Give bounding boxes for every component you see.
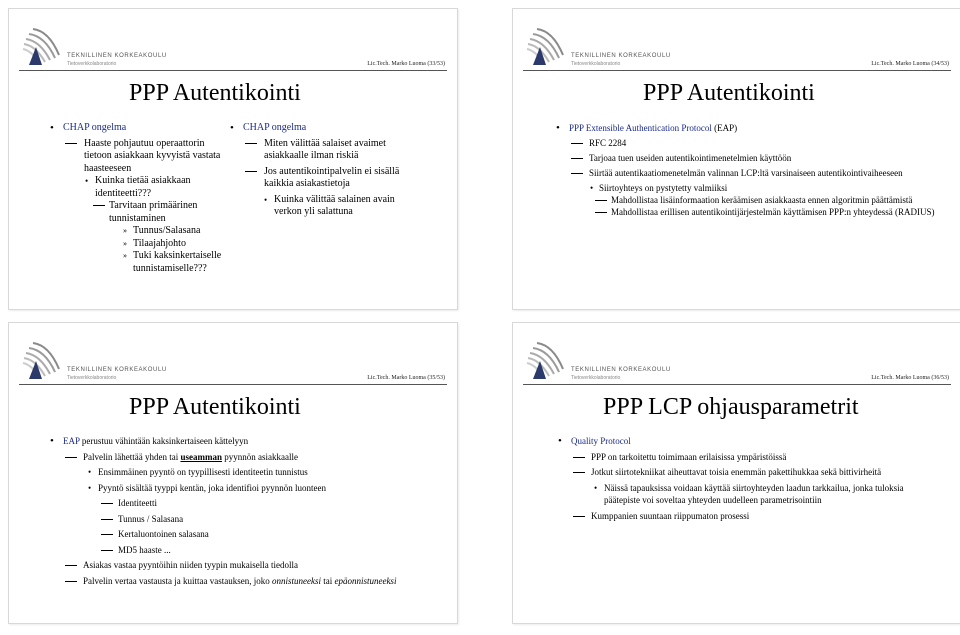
list-item <box>47 138 225 176</box>
list-item <box>47 575 452 588</box>
item-text: Tunnus/Salasana <box>133 225 201 236</box>
university-logo <box>19 339 169 384</box>
item-text: Näissä tapauksissa voidaan käyttää siirtoyhteyden laadun tarkkailua, jonka tuloksia päätepiste voi soveltaa yhteyden uudelleen parametrisointiin <box>604 482 904 505</box>
item-text-italic: onnistuneeksi <box>271 575 321 586</box>
list-item <box>555 466 915 479</box>
list-item: • Siirtoyhteys on pystytetty valmiiksi <box>590 183 728 193</box>
item-text: PPP on tarkoitettu toimimaan erilaisissa ympäristöissä <box>591 451 787 462</box>
logo-emblem-icon <box>19 339 67 381</box>
list-item <box>553 152 953 164</box>
slide-36 <box>512 322 960 624</box>
item-text: perustuu vähintään kaksinkertaiseen kättelyyn <box>79 436 249 446</box>
list-item <box>227 138 407 163</box>
list-item <box>47 200 225 225</box>
list-item <box>47 513 452 526</box>
list-item <box>47 451 452 464</box>
logo-emblem-icon <box>523 25 571 67</box>
university-logo <box>19 25 169 70</box>
logo-subtitle: Tietoverkkolaboratorio <box>67 375 117 381</box>
list-item: • Ensimmäinen pyyntö on tyypillisesti identiteetin tunnistus <box>88 467 308 477</box>
list-item: • Näissä tapauksissa voidaan käyttää siirtoyhteyden laadun tarkkailua, jonka tuloksia päätepiste voi soveltaa yhteyden uudelleen parametrisointiin <box>594 482 904 505</box>
slide-header: Lic.Tech. Marko Luoma (33/53) <box>367 61 445 67</box>
slide-35 <box>8 322 458 624</box>
slide-title: PPP Autentikointi <box>129 394 301 420</box>
item-text: Kumppanien suuntaan riippumaton prosessi <box>591 510 750 521</box>
list-item <box>553 167 953 179</box>
item-text: Tunnus / Salasana <box>118 513 184 524</box>
item-text: Palvelin vertaa vastausta ja kuittaa vastauksen, joko <box>83 575 272 586</box>
content-list <box>555 435 915 522</box>
list-item: • CHAP ongelma <box>230 122 307 134</box>
logo-name: TEKNILLINEN KORKEAKOULU <box>571 367 671 373</box>
item-text: Kuinka tietää asiakkaan identiteetti??? <box>95 175 191 199</box>
slide-title: PPP Autentikointi <box>643 80 815 106</box>
item-text-highlight: PPP Extensible Authentication Protocol <box>569 123 712 133</box>
right-column <box>227 122 407 219</box>
slide-header: Lic.Tech. Marko Luoma (36/53) <box>871 375 949 381</box>
header-rule <box>523 384 951 385</box>
slide-title: PPP LCP ohjausparametrit <box>603 394 859 420</box>
list-item: • Quality Protocol <box>558 435 631 447</box>
list-item: • Pyyntö sisältää tyyppi kentän, joka identifioi pyynnön luonteen <box>88 482 326 493</box>
slide-header: Lic.Tech. Marko Luoma (34/53) <box>871 61 949 67</box>
list-item: • Kuinka tietää asiakkaan identiteetti??? <box>85 175 191 199</box>
list-item <box>47 559 452 572</box>
item-text: Kuinka välittää salainen avain verkon yli salattuna <box>274 193 395 217</box>
item-text: Tuki kaksinkertaiselle tunnistamiselle??? <box>133 250 222 274</box>
item-text: Kertaluontoinen salasana <box>118 529 209 539</box>
item-text: (EAP) <box>711 123 738 133</box>
item-text: Siirtää autentikaatiomenetelmän valinnan LCP:ltä varsinaiseen autentikointivaiheeseen <box>589 168 903 178</box>
list-item: • EAP perustuu vähintään kaksinkertaiseen kättelyyn <box>50 435 249 447</box>
list-item <box>555 510 915 523</box>
list-item <box>227 166 407 191</box>
item-text: Jos autentikointipalvelin ei sisällä kaikkia asiakastietoja <box>264 165 400 189</box>
slide-34 <box>512 8 960 310</box>
item-text: RFC 2284 <box>589 138 627 148</box>
content-list <box>553 122 953 218</box>
item-text-highlight: Quality Protocol <box>571 436 631 446</box>
item-text: tai <box>320 575 335 586</box>
item-text-emphasis: useamman <box>180 451 222 462</box>
item-text: Palvelin lähettää yhden tai <box>83 451 181 462</box>
item-text: Haaste pohjautuu operaattorin tietoon asiakkaan kyvyistä vastata haasteeseen <box>84 137 221 174</box>
item-text: Miten välittää salaiset avaimet asiakkaalle ilman riskiä <box>264 137 386 161</box>
logo-emblem-icon <box>523 339 571 381</box>
list-item <box>553 194 953 206</box>
logo-name: TEKNILLINEN KORKEAKOULU <box>67 53 167 59</box>
item-text: Jotkut siirtotekniikat aiheuttavat toisia enemmän pakettihukkaa sekä bittivirheitä <box>591 467 882 477</box>
item-text-highlight: EAP <box>63 436 80 446</box>
header-rule <box>19 70 447 71</box>
item-text: Tarvitaan primäärinen tunnistaminen <box>109 200 198 224</box>
logo-emblem-icon <box>19 25 67 67</box>
item-text: MD5 haaste ... <box>118 544 171 555</box>
header-rule <box>19 384 447 385</box>
university-logo <box>523 25 673 70</box>
item-text: CHAP ongelma <box>243 122 307 133</box>
list-item <box>553 137 953 149</box>
list-item: » Tilaajahjohto <box>123 237 186 249</box>
logo-subtitle: Tietoverkkolaboratorio <box>571 61 621 67</box>
list-item: • Kuinka välittää salainen avain verkon yli salattuna <box>264 193 395 217</box>
list-item: » Tunnus/Salasana <box>123 225 201 236</box>
list-item: » Tuki kaksinkertaiselle tunnistamiselle??? <box>123 250 222 274</box>
item-text: Tilaajahjohto <box>133 237 186 249</box>
list-item <box>47 528 452 541</box>
item-text: CHAP ongelma <box>63 122 127 133</box>
list-item: • CHAP ongelma <box>50 122 127 134</box>
header-rule <box>523 70 951 71</box>
item-text: Siirtoyhteys on pystytetty valmiiksi <box>599 183 728 193</box>
university-logo <box>523 339 673 384</box>
slide-title: PPP Autentikointi <box>129 80 301 106</box>
slide-33 <box>8 8 458 310</box>
list-item <box>47 497 452 510</box>
item-text: Tarjoaa tuen useiden autentikointimenetelmien käyttöön <box>589 153 792 163</box>
content-list <box>47 435 452 587</box>
list-item <box>47 544 452 557</box>
item-text: Asiakas vastaa pyyntöihin niiden tyypin mukaisella tiedolla <box>83 560 298 570</box>
item-text: Mahdollistaa lisäinformaation keräämisen asiakkaasta ennen algoritmin päättämistä <box>611 195 913 205</box>
item-text-italic: epäonnistuneeksi <box>334 575 397 586</box>
list-item <box>553 206 953 218</box>
logo-name: TEKNILLINEN KORKEAKOULU <box>571 53 671 59</box>
slide-header: Lic.Tech. Marko Luoma (35/53) <box>367 375 445 381</box>
logo-subtitle: Tietoverkkolaboratorio <box>67 61 117 67</box>
left-column <box>47 122 225 275</box>
item-text: Ensimmäinen pyyntö on tyypillisesti identiteetin tunnistus <box>98 467 308 477</box>
list-item <box>555 451 915 464</box>
item-text: pyynnön asiakkaalle <box>221 451 298 462</box>
item-text: Identiteetti <box>118 498 157 508</box>
logo-subtitle: Tietoverkkolaboratorio <box>571 375 621 381</box>
item-text: Mahdollistaa erillisen autentikointijärjestelmän käyttämisen PPP:n yhteydessä (RADIUS) <box>611 207 935 217</box>
item-text: Pyyntö sisältää tyyppi kentän, joka identifioi pyynnön luonteen <box>98 482 326 493</box>
logo-name: TEKNILLINEN KORKEAKOULU <box>67 367 167 373</box>
list-item: • PPP Extensible Authentication Protocol (EAP) <box>556 122 738 134</box>
